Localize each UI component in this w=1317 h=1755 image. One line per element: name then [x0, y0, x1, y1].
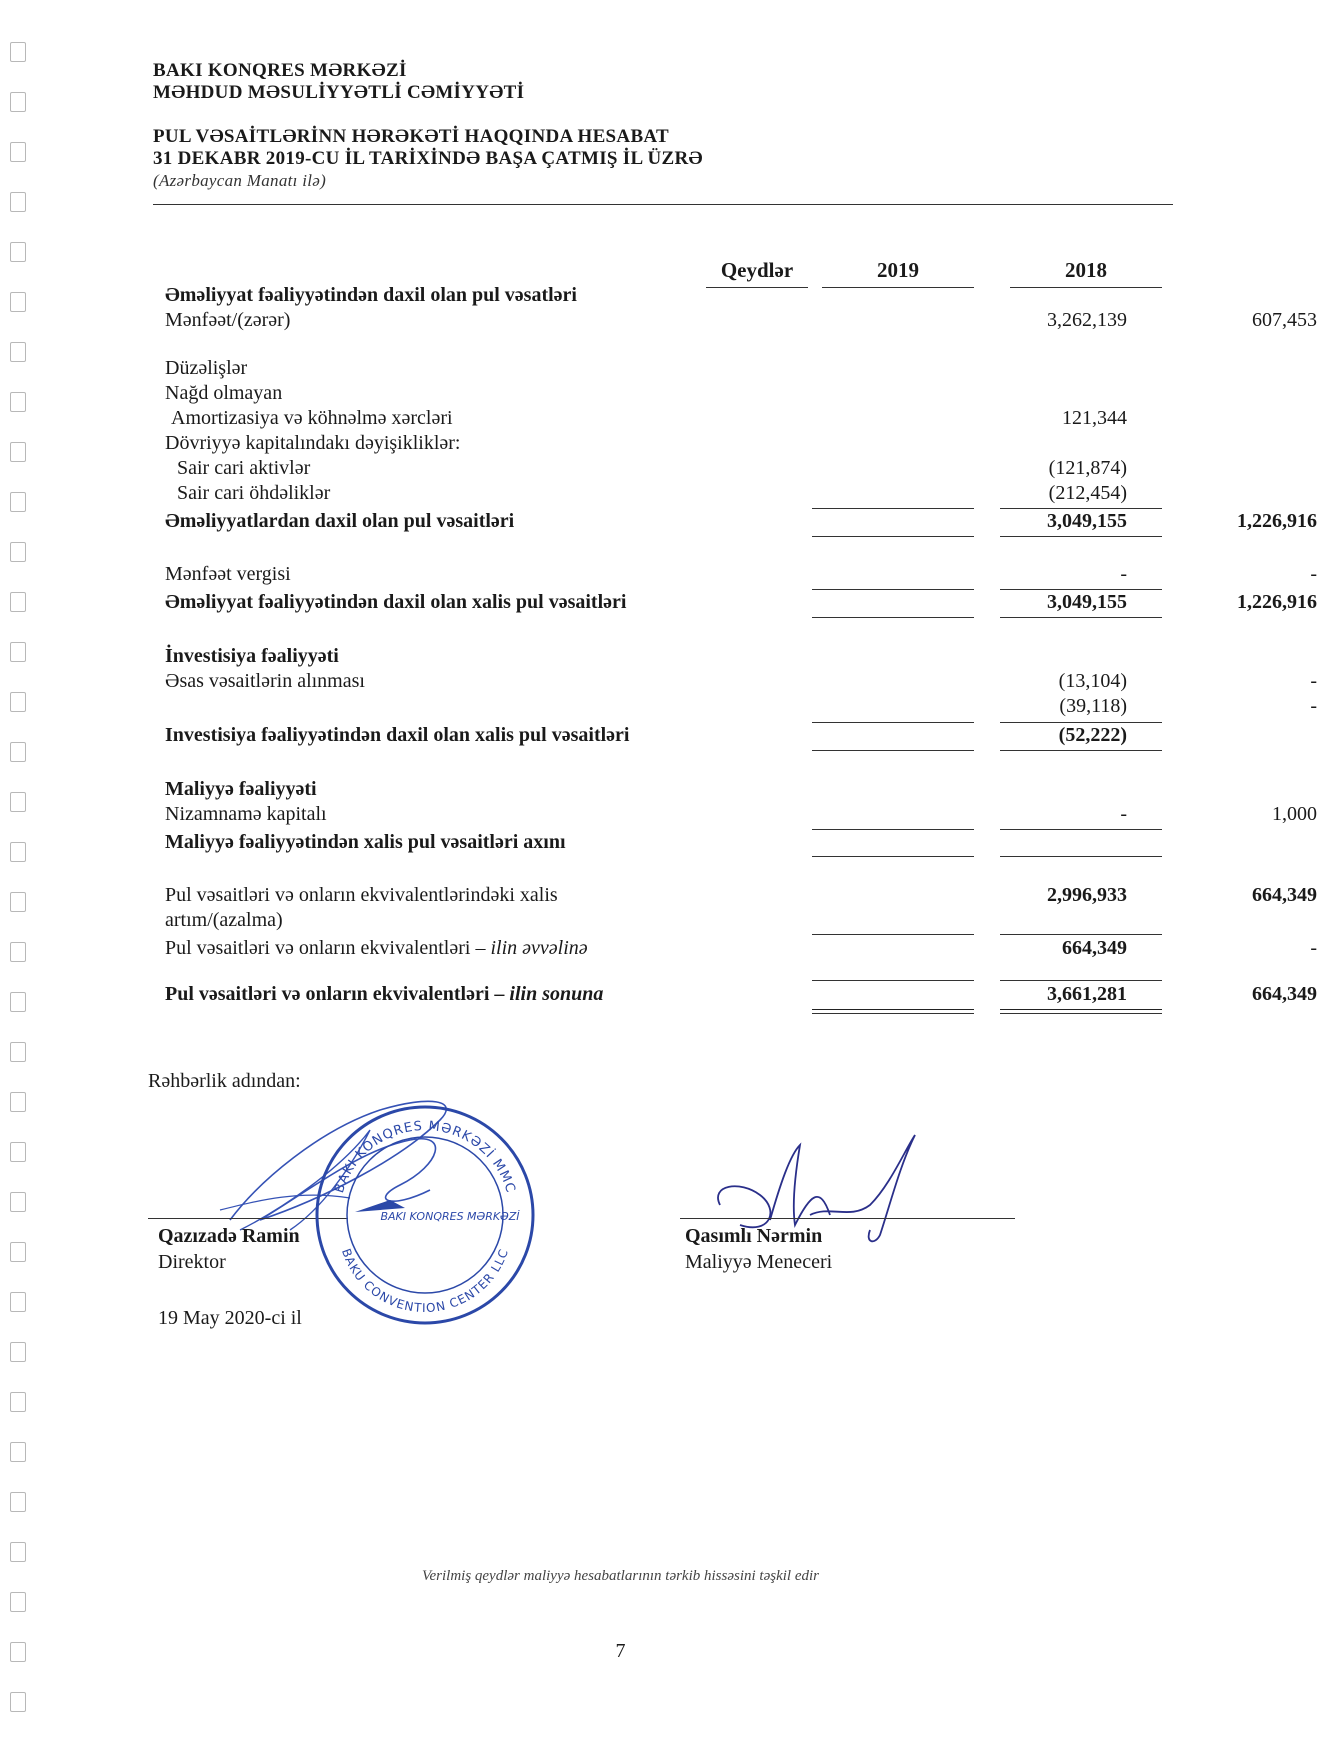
table-row: (39,118) -	[1059, 695, 1317, 717]
subtotal-rule	[812, 934, 974, 935]
binder-hole	[10, 592, 26, 612]
binder-hole	[10, 92, 26, 112]
binder-hole	[10, 1242, 26, 1262]
stamp-center-text: BAKI KONQRES MƏRKƏZİ	[380, 1210, 520, 1223]
document-header	[153, 60, 1173, 192]
table-row: Dövriyyə kapitalındakı dəyişikliklər:	[165, 432, 461, 454]
binder-hole	[10, 1592, 26, 1612]
binder-hole	[10, 1492, 26, 1512]
section-heading-operating: Əməliyyat fəaliyyətindən daxil olan pul vəsatləri	[165, 284, 577, 306]
binder-hole	[10, 892, 26, 912]
table-row: Əməliyyat fəaliyyətindən daxil olan xalis pul vəsaitləri 3,049,155 1,226,916	[165, 591, 1317, 613]
binder-hole	[10, 142, 26, 162]
binder-hole	[10, 492, 26, 512]
binder-hole	[10, 192, 26, 212]
table-row: Pul vəsaitləri və onların ekvivalentləri – ilin sonuna 3,661,281 664,349	[165, 983, 1317, 1005]
table-row: Nağd olmayan	[165, 382, 283, 404]
binder-hole	[10, 742, 26, 762]
table-row: Sair cari aktivlər (121,874)	[177, 457, 1127, 479]
stamp-bottom-text: BAKU CONVENTION CENTER LLC	[338, 1246, 512, 1316]
binder-hole	[10, 1192, 26, 1212]
table-row: Mənfəət/(zərər) 3,262,139 607,453	[165, 309, 1317, 331]
signing-date: 19 May 2020-ci il	[158, 1307, 302, 1329]
section-heading-financing: Maliyyə fəaliyyəti	[165, 778, 317, 800]
subtotal-rule	[812, 536, 974, 537]
table-row: Pul vəsaitləri və onların ekvivalentlərindəki xalis 2,996,933 664,349	[165, 884, 1317, 906]
company-type: MƏHDUD MƏSULİYYƏTLİ CƏMİYYƏTİ	[153, 82, 525, 103]
binder-hole	[10, 342, 26, 362]
total-rule	[812, 980, 974, 981]
total-double-rule	[812, 1009, 974, 1010]
binder-hole	[10, 392, 26, 412]
total-double-rule	[1000, 1009, 1162, 1010]
binder-hole	[10, 1692, 26, 1712]
binder-hole	[10, 1342, 26, 1362]
company-stamp	[310, 1100, 540, 1330]
binder-hole	[10, 242, 26, 262]
subtotal-rule	[1000, 617, 1162, 618]
report-period: 31 DEKABR 2019-CU İL TARİXİNDƏ BAŞA ÇATMIŞ İL ÜZRƏ	[153, 148, 703, 169]
header-divider	[153, 204, 1173, 205]
table-row: Əməliyyatlardan daxil olan pul vəsaitləri 3,049,155 1,226,916	[165, 510, 1317, 532]
table-row: Investisiya fəaliyyətindən daxil olan xalis pul vəsaitləri (52,222)	[165, 724, 1127, 746]
table-row: Amortizasiya və köhnəlmə xərcləri 121,344	[171, 407, 1127, 429]
binder-hole	[10, 1292, 26, 1312]
binder-hole	[10, 1542, 26, 1562]
subtotal-rule	[1000, 536, 1162, 537]
company-name: BAKI KONQRES MƏRKƏZİ	[153, 60, 407, 81]
table-row: Düzəlişlər	[165, 357, 248, 379]
management-intro: Rəhbərlik adından:	[148, 1070, 301, 1092]
subtotal-rule	[812, 856, 974, 857]
total-rule	[1000, 980, 1162, 981]
column-header-2019: 2019	[822, 258, 974, 288]
page-number: 7	[615, 1640, 626, 1662]
currency-note: (Azərbaycan Manatı ilə)	[153, 171, 327, 190]
binder-hole	[10, 1042, 26, 1062]
manager-signature-line	[680, 1218, 1015, 1219]
binder-holes	[10, 0, 32, 1755]
binder-hole	[10, 292, 26, 312]
total-double-rule	[1000, 1013, 1162, 1014]
binder-hole	[10, 942, 26, 962]
binder-hole	[10, 1442, 26, 1462]
manager-title: Maliyyə Meneceri	[685, 1251, 833, 1273]
subtotal-rule	[1000, 750, 1162, 751]
binder-hole	[10, 792, 26, 812]
binder-hole	[10, 992, 26, 1012]
binder-hole	[10, 1392, 26, 1412]
column-header-notes: Qeydlər	[706, 258, 808, 288]
table-row: Maliyyə fəaliyyətindən xalis pul vəsaitləri axını	[165, 831, 566, 853]
subtotal-rule	[812, 750, 974, 751]
table-row: Əsas vəsaitlərin alınması (13,104) -	[165, 670, 1317, 692]
table-row: Mənfəət vergisi - -	[165, 563, 1317, 585]
table-row: artım/(azalma)	[165, 909, 283, 931]
director-title: Direktor	[158, 1251, 226, 1273]
footer-note: Verilmiş qeydlər maliyyə hesabatlarının tərkib hissəsini təşkil edir	[421, 1568, 820, 1584]
subtotal-rule	[1000, 934, 1162, 935]
table-row: Pul vəsaitləri və onların ekvivalentləri – ilin əvvəlinə 664,349 -	[165, 937, 1317, 959]
binder-hole	[10, 1142, 26, 1162]
stamp-top-text: BAKI KONQRES MƏRKƏZİ MMC	[332, 1118, 518, 1196]
table-row: Sair cari öhdəliklər (212,454)	[177, 482, 1127, 504]
subtotal-rule	[1000, 856, 1162, 857]
binder-hole	[10, 442, 26, 462]
binder-hole	[10, 692, 26, 712]
binder-hole	[10, 842, 26, 862]
binder-hole	[10, 542, 26, 562]
binder-hole	[10, 642, 26, 662]
binder-hole	[10, 42, 26, 62]
manager-name: Qasımlı Nərmin	[685, 1225, 823, 1247]
director-name: Qazızadə Ramin	[158, 1225, 300, 1247]
binder-hole	[10, 1092, 26, 1112]
column-header-2018: 2018	[1010, 258, 1162, 288]
report-title: PUL VƏSAİTLƏRİNN HƏRƏKƏTİ HAQQINDA HESABAT	[153, 126, 670, 147]
subtotal-rule	[812, 617, 974, 618]
section-heading-investing: İnvestisiya fəaliyyəti	[165, 645, 339, 667]
total-double-rule	[812, 1013, 974, 1014]
table-row: Nizamnamə kapitalı - 1,000	[165, 803, 1317, 825]
